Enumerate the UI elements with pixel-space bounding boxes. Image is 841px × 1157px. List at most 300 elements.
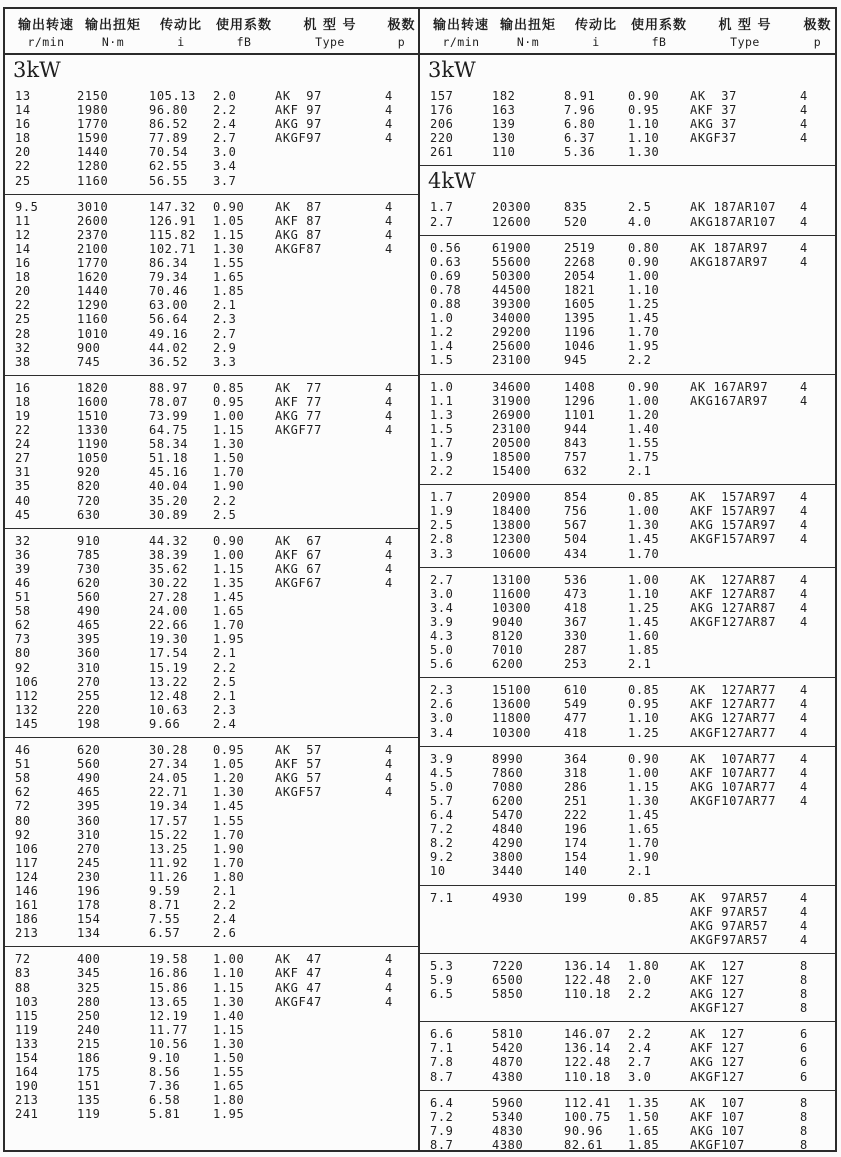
cell-ratio: 64.75 bbox=[149, 423, 189, 438]
cell-output-speed: 73 bbox=[15, 632, 31, 647]
cell-poles bbox=[385, 1037, 418, 1051]
cell-poles: 4 bbox=[800, 600, 808, 615]
cell-output-speed: 261 bbox=[430, 145, 454, 160]
cell-output-speed bbox=[430, 905, 492, 919]
cell-ratio: 536 bbox=[564, 572, 588, 587]
cell-ratio: 62.55 bbox=[149, 159, 189, 174]
cell-type: AK 77 bbox=[275, 380, 322, 395]
cell-poles: 8 bbox=[800, 1123, 808, 1138]
table-row bbox=[15, 1107, 418, 1121]
cell-ratio: 22.71 bbox=[149, 785, 189, 800]
table-row bbox=[15, 689, 418, 703]
cell-type bbox=[275, 618, 385, 632]
cell-service-factor: 1.35 bbox=[628, 1095, 660, 1110]
cell-output-torque: 198 bbox=[77, 716, 101, 731]
cell-output-speed: 2.5 bbox=[430, 518, 454, 533]
cell-ratio: 136.14 bbox=[564, 1041, 611, 1056]
cell-type: AKG 127AR77 bbox=[690, 711, 777, 726]
cell-type bbox=[690, 353, 800, 367]
cell-ratio: 58.34 bbox=[149, 437, 189, 452]
cell-poles: 4 bbox=[385, 994, 393, 1009]
cell-output-speed: 16 bbox=[15, 380, 31, 395]
cell-poles: 8 bbox=[800, 1137, 808, 1152]
cell-output-speed: 7.2 bbox=[430, 822, 454, 837]
cell-service-factor: 1.10 bbox=[628, 586, 660, 601]
cell-type: AK 37 bbox=[690, 89, 737, 103]
table-row bbox=[430, 726, 835, 740]
cell-poles bbox=[800, 269, 835, 283]
table-row bbox=[15, 159, 418, 173]
cell-service-factor: 0.85 bbox=[628, 683, 660, 698]
power-section-label: 3kW bbox=[428, 58, 476, 82]
cell-output-torque: 560 bbox=[77, 590, 101, 605]
table-row bbox=[15, 898, 418, 912]
cell-ratio: 105.13 bbox=[149, 89, 196, 103]
cell-service-factor: 1.85 bbox=[628, 1137, 660, 1152]
cell-poles: 4 bbox=[385, 771, 393, 786]
cell-service-factor: 1.00 bbox=[628, 268, 660, 283]
cell-output-torque: 23100 bbox=[492, 353, 532, 368]
table-row bbox=[430, 408, 835, 422]
cell-ratio: 15.19 bbox=[149, 660, 189, 675]
spec-table bbox=[3, 7, 837, 1152]
cell-output-torque: 310 bbox=[77, 827, 101, 842]
table-block bbox=[420, 677, 835, 745]
cell-output-speed: 1.9 bbox=[430, 449, 454, 464]
cell-poles bbox=[385, 632, 418, 646]
cell-ratio: 17.54 bbox=[149, 646, 189, 661]
cell-output-speed: 1.5 bbox=[430, 421, 454, 436]
cell-type bbox=[690, 325, 800, 339]
cell-type bbox=[275, 604, 385, 618]
cell-service-factor: 2.1 bbox=[628, 464, 652, 479]
cell-output-torque: 175 bbox=[77, 1065, 101, 1080]
table-row bbox=[15, 743, 418, 757]
cell-type: AKF 127 bbox=[690, 1041, 745, 1056]
cell-poles bbox=[385, 926, 418, 940]
cell-output-speed: 58 bbox=[15, 604, 31, 619]
col-header-service-factor bbox=[213, 14, 275, 49]
cell-output-torque: 7860 bbox=[492, 765, 524, 780]
cell-poles: 4 bbox=[800, 725, 808, 740]
col-header-zh: 传动比 bbox=[574, 18, 617, 33]
cell-poles bbox=[800, 311, 835, 325]
cell-output-speed: 132 bbox=[15, 702, 39, 717]
cell-output-torque: 4840 bbox=[492, 822, 524, 837]
cell-ratio: 19.58 bbox=[149, 952, 189, 967]
cell-poles: 4 bbox=[800, 586, 808, 601]
cell-ratio: 126.91 bbox=[149, 213, 196, 228]
cell-poles bbox=[800, 850, 835, 864]
cell-output-speed: 18 bbox=[15, 270, 31, 285]
cell-service-factor: 0.85 bbox=[628, 890, 660, 905]
cell-output-torque: 18500 bbox=[492, 449, 532, 464]
cell-service-factor: 2.7 bbox=[213, 131, 237, 146]
cell-service-factor: 0.90 bbox=[628, 254, 660, 269]
cell-type bbox=[275, 703, 385, 717]
col-header-unit: fB bbox=[651, 35, 667, 49]
cell-output-torque: 1160 bbox=[77, 312, 109, 327]
cell-output-speed: 22 bbox=[15, 298, 31, 313]
cell-poles bbox=[385, 284, 418, 298]
cell-ratio: 9.66 bbox=[149, 716, 181, 731]
cell-poles: 4 bbox=[800, 200, 808, 215]
cell-poles: 4 bbox=[385, 423, 393, 438]
cell-type: AKG187AR97 bbox=[690, 254, 769, 269]
cell-ratio: 19.34 bbox=[149, 799, 189, 814]
cell-output-torque: 220 bbox=[77, 702, 101, 717]
cell-service-factor: 2.5 bbox=[628, 200, 652, 215]
cell-type bbox=[690, 836, 800, 850]
cell-ratio: 418 bbox=[564, 600, 588, 615]
table-row bbox=[430, 353, 835, 367]
cell-output-speed: 5.7 bbox=[430, 793, 454, 808]
cell-output-torque: 1440 bbox=[77, 145, 109, 160]
cell-output-torque: 255 bbox=[77, 688, 101, 703]
cell-type: AKGF67 bbox=[275, 576, 322, 590]
cell-service-factor: 1.75 bbox=[628, 449, 660, 464]
cell-service-factor: 2.2 bbox=[628, 987, 652, 1002]
cell-type: AKG167AR97 bbox=[690, 393, 769, 408]
cell-service-factor: 0.85 bbox=[628, 490, 660, 505]
table-row bbox=[430, 780, 835, 794]
cell-ratio: 7.96 bbox=[564, 103, 596, 118]
table-row bbox=[430, 959, 835, 973]
table-row bbox=[15, 534, 418, 548]
table-row bbox=[15, 576, 418, 590]
cell-output-speed: 25 bbox=[15, 312, 31, 327]
cell-output-torque: 18400 bbox=[492, 504, 532, 519]
table-row bbox=[15, 1065, 418, 1079]
cell-output-torque: 13100 bbox=[492, 572, 532, 587]
col-header-zh: 使用系数 bbox=[630, 18, 687, 33]
cell-service-factor: 2.2 bbox=[628, 353, 652, 368]
table-row bbox=[15, 1051, 418, 1065]
table-row bbox=[430, 241, 835, 255]
cell-ratio: 1196 bbox=[564, 325, 596, 340]
cell-poles bbox=[800, 464, 835, 478]
cell-poles: 4 bbox=[385, 576, 393, 590]
cell-poles: 4 bbox=[800, 518, 808, 533]
cell-service-factor: 3.7 bbox=[213, 173, 237, 188]
table-row bbox=[15, 145, 418, 159]
cell-type: AKF 47 bbox=[275, 966, 322, 981]
cell-service-factor: 1.15 bbox=[213, 980, 245, 995]
cell-output-torque: 620 bbox=[77, 576, 101, 590]
cell-ratio: 318 bbox=[564, 765, 588, 780]
cell-ratio: 110.18 bbox=[564, 987, 611, 1002]
cell-ratio: 10.63 bbox=[149, 702, 189, 717]
cell-poles: 6 bbox=[800, 1055, 808, 1070]
cell-poles bbox=[800, 629, 835, 643]
cell-service-factor: 2.4 bbox=[213, 912, 237, 927]
cell-output-torque: 900 bbox=[77, 340, 101, 355]
cell-service-factor: 0.90 bbox=[213, 533, 245, 548]
cell-poles: 4 bbox=[800, 103, 808, 118]
cell-output-speed: 2.2 bbox=[430, 464, 454, 479]
col-header-zh: 使用系数 bbox=[215, 18, 272, 33]
cell-ratio: 24.00 bbox=[149, 604, 189, 619]
cell-type bbox=[275, 814, 385, 828]
cell-poles bbox=[385, 618, 418, 632]
cell-output-speed: 241 bbox=[15, 1107, 39, 1122]
cell-ratio: 16.86 bbox=[149, 966, 189, 981]
cell-ratio: 49.16 bbox=[149, 326, 189, 341]
cell-output-speed: 1.7 bbox=[430, 200, 454, 215]
cell-output-torque bbox=[492, 933, 564, 947]
cell-service-factor: 1.00 bbox=[628, 393, 660, 408]
cell-ratio: 418 bbox=[564, 725, 588, 740]
cell-ratio: 1605 bbox=[564, 297, 596, 312]
cell-output-speed: 28 bbox=[15, 326, 31, 341]
cell-output-torque: 8990 bbox=[492, 751, 524, 766]
cell-output-torque: 20300 bbox=[492, 200, 532, 215]
cell-output-speed: 11 bbox=[15, 213, 31, 228]
cell-service-factor: 0.90 bbox=[628, 751, 660, 766]
cell-service-factor: 1.20 bbox=[628, 407, 660, 422]
cell-type bbox=[275, 174, 385, 188]
cell-ratio bbox=[564, 1001, 628, 1015]
table-row bbox=[15, 1023, 418, 1037]
cell-service-factor: 1.70 bbox=[213, 855, 245, 870]
cell-service-factor: 1.30 bbox=[628, 145, 660, 160]
cell-output-speed: 27 bbox=[15, 451, 31, 466]
table-row bbox=[15, 284, 418, 298]
spec-table-left-half bbox=[5, 9, 420, 1150]
cell-output-speed: 40 bbox=[15, 493, 31, 508]
cell-type: AKGF97 bbox=[275, 131, 322, 146]
table-block bbox=[420, 195, 835, 234]
cell-ratio: 5.36 bbox=[564, 145, 596, 160]
cell-ratio: 473 bbox=[564, 586, 588, 601]
cell-output-speed: 154 bbox=[15, 1051, 39, 1065]
cell-service-factor: 1.85 bbox=[213, 284, 245, 299]
cell-type: AKG 127AR87 bbox=[690, 600, 777, 615]
cell-output-torque: 1620 bbox=[77, 270, 109, 285]
cell-poles: 4 bbox=[385, 952, 393, 967]
cell-poles bbox=[800, 325, 835, 339]
cell-service-factor: 1.15 bbox=[213, 227, 245, 242]
cell-ratio: 82.61 bbox=[564, 1137, 604, 1152]
cell-service-factor: 1.25 bbox=[628, 297, 660, 312]
cell-ratio: 10.56 bbox=[149, 1036, 189, 1051]
cell-output-torque: 3010 bbox=[77, 199, 109, 214]
table-row bbox=[15, 1037, 418, 1051]
cell-type bbox=[275, 341, 385, 355]
cell-output-torque: 3440 bbox=[492, 864, 524, 879]
cell-output-torque: 39300 bbox=[492, 297, 532, 312]
cell-type bbox=[690, 408, 800, 422]
table-row bbox=[430, 657, 835, 671]
table-block bbox=[5, 946, 418, 1127]
cell-type: AKGF127 bbox=[690, 1069, 745, 1084]
cell-poles: 4 bbox=[385, 199, 393, 214]
cell-type bbox=[275, 1093, 385, 1107]
cell-type: AKF 127AR87 bbox=[690, 586, 777, 601]
cell-service-factor: 1.65 bbox=[213, 270, 245, 285]
col-header-type bbox=[275, 14, 385, 49]
cell-service-factor: 2.7 bbox=[628, 1055, 652, 1070]
cell-poles bbox=[385, 884, 418, 898]
cell-type bbox=[275, 898, 385, 912]
table-block bbox=[420, 746, 835, 885]
cell-poles: 8 bbox=[800, 1001, 808, 1016]
cell-type: AK 127AR77 bbox=[690, 683, 777, 698]
cell-poles: 4 bbox=[800, 532, 808, 547]
cell-service-factor: 1.30 bbox=[213, 437, 245, 452]
cell-type: AKG187AR107 bbox=[690, 214, 777, 229]
cell-ratio: 90.96 bbox=[564, 1123, 604, 1138]
cell-output-torque: 2150 bbox=[77, 89, 109, 103]
cell-ratio: 6.57 bbox=[149, 926, 181, 941]
table-row bbox=[430, 131, 835, 145]
cell-ratio: 8.91 bbox=[564, 89, 596, 103]
cell-service-factor: 0.80 bbox=[628, 240, 660, 255]
cell-service-factor: 1.70 bbox=[213, 465, 245, 480]
cell-poles: 4 bbox=[385, 117, 393, 132]
cell-output-speed: 3.9 bbox=[430, 751, 454, 766]
cell-service-factor: 1.45 bbox=[628, 311, 660, 326]
cell-service-factor: 1.45 bbox=[628, 614, 660, 629]
cell-output-torque: 1770 bbox=[77, 256, 109, 271]
cell-output-torque: 360 bbox=[77, 646, 101, 661]
cell-service-factor: 1.70 bbox=[628, 325, 660, 340]
table-row bbox=[15, 494, 418, 508]
cell-type bbox=[690, 422, 800, 436]
table-row bbox=[430, 532, 835, 546]
cell-ratio: 9.10 bbox=[149, 1051, 181, 1065]
cell-service-factor: 2.2 bbox=[213, 660, 237, 675]
cell-poles bbox=[385, 675, 418, 689]
cell-poles bbox=[385, 870, 418, 884]
table-row bbox=[15, 562, 418, 576]
table-row bbox=[15, 771, 418, 785]
cell-service-factor: 1.00 bbox=[628, 504, 660, 519]
cell-output-speed: 6.5 bbox=[430, 987, 454, 1002]
cell-output-torque: 3800 bbox=[492, 850, 524, 865]
table-block bbox=[420, 1090, 835, 1157]
cell-poles bbox=[385, 159, 418, 173]
cell-service-factor: 2.1 bbox=[628, 864, 652, 879]
cell-service-factor: 1.25 bbox=[628, 600, 660, 615]
cell-output-speed: 12 bbox=[15, 227, 31, 242]
cell-service-factor: 1.65 bbox=[213, 604, 245, 619]
cell-output-speed: 88 bbox=[15, 980, 31, 995]
table-row bbox=[430, 573, 835, 587]
cell-output-torque: 270 bbox=[77, 841, 101, 856]
cell-service-factor: 1.00 bbox=[628, 572, 660, 587]
cell-output-speed: 164 bbox=[15, 1065, 39, 1080]
cell-poles bbox=[385, 494, 418, 508]
cell-poles: 4 bbox=[800, 393, 808, 408]
spec-table-right-half bbox=[420, 9, 835, 1150]
cell-poles bbox=[385, 1051, 418, 1065]
cell-output-speed: 7.1 bbox=[430, 1041, 454, 1056]
cell-service-factor: 1.00 bbox=[213, 547, 245, 562]
cell-service-factor: 1.40 bbox=[628, 421, 660, 436]
cell-type: AKF 157AR97 bbox=[690, 504, 777, 519]
table-row bbox=[15, 548, 418, 562]
table-block bbox=[420, 84, 835, 165]
cell-poles bbox=[385, 1093, 418, 1107]
cell-ratio: 1101 bbox=[564, 407, 596, 422]
col-header-output-speed bbox=[15, 14, 77, 49]
cell-output-torque: 8120 bbox=[492, 629, 524, 643]
cell-ratio: 96.80 bbox=[149, 103, 189, 118]
cell-output-torque: 1820 bbox=[77, 380, 109, 395]
cell-type bbox=[275, 1065, 385, 1079]
col-header-ratio bbox=[149, 14, 213, 49]
cell-ratio: 1046 bbox=[564, 339, 596, 354]
cell-ratio: 56.64 bbox=[149, 312, 189, 327]
table-row bbox=[15, 465, 418, 479]
cell-poles: 4 bbox=[800, 711, 808, 726]
cell-poles: 4 bbox=[800, 614, 808, 629]
cell-output-torque: 10300 bbox=[492, 725, 532, 740]
cell-output-torque: 1280 bbox=[77, 159, 109, 174]
cell-service-factor: 2.4 bbox=[213, 117, 237, 132]
cell-type bbox=[690, 145, 800, 159]
cell-type bbox=[275, 856, 385, 870]
cell-type: AKG 47 bbox=[275, 980, 322, 995]
col-header-unit: fB bbox=[236, 35, 252, 49]
cell-ratio: 2268 bbox=[564, 254, 596, 269]
table-row bbox=[430, 601, 835, 615]
cell-output-speed: 8.7 bbox=[430, 1137, 454, 1152]
cell-type: AKG 77 bbox=[275, 408, 322, 423]
cell-poles: 4 bbox=[385, 561, 393, 576]
cell-ratio: 520 bbox=[564, 214, 588, 229]
cell-type bbox=[275, 145, 385, 159]
cell-type: AKG 107 bbox=[690, 1123, 745, 1138]
table-row bbox=[430, 255, 835, 269]
cell-type bbox=[275, 870, 385, 884]
cell-service-factor: 2.1 bbox=[213, 688, 237, 703]
table-row bbox=[15, 89, 418, 103]
cell-poles: 4 bbox=[800, 572, 808, 587]
cell-ratio: 434 bbox=[564, 546, 588, 561]
cell-poles bbox=[385, 1065, 418, 1079]
cell-type: AKF 107AR77 bbox=[690, 765, 777, 780]
cell-output-torque: 245 bbox=[77, 855, 101, 870]
cell-output-torque: 6200 bbox=[492, 657, 524, 672]
cell-service-factor: 2.0 bbox=[628, 972, 652, 987]
cell-output-speed: 220 bbox=[430, 131, 454, 146]
cell-ratio: 1395 bbox=[564, 311, 596, 326]
cell-poles bbox=[385, 145, 418, 159]
cell-ratio: 222 bbox=[564, 808, 588, 823]
cell-service-factor: 1.55 bbox=[628, 435, 660, 450]
cell-poles: 4 bbox=[800, 89, 808, 103]
cell-ratio: 27.34 bbox=[149, 757, 189, 772]
table-row bbox=[430, 933, 835, 947]
cell-output-speed: 145 bbox=[15, 716, 39, 731]
cell-service-factor: 0.90 bbox=[628, 89, 660, 103]
cell-output-torque: 31900 bbox=[492, 393, 532, 408]
cell-output-speed: 92 bbox=[15, 827, 31, 842]
cell-poles: 4 bbox=[385, 785, 393, 800]
cell-output-torque: 13800 bbox=[492, 518, 532, 533]
cell-poles bbox=[385, 479, 418, 493]
cell-ratio: 13.25 bbox=[149, 841, 189, 856]
cell-poles: 4 bbox=[800, 890, 808, 905]
cell-output-speed: 1.4 bbox=[430, 339, 454, 354]
cell-poles bbox=[385, 590, 418, 604]
cell-type bbox=[275, 646, 385, 660]
cell-output-speed: 5.0 bbox=[430, 643, 454, 658]
cell-type: AK 167AR97 bbox=[690, 379, 769, 394]
cell-output-speed: 72 bbox=[15, 952, 31, 967]
